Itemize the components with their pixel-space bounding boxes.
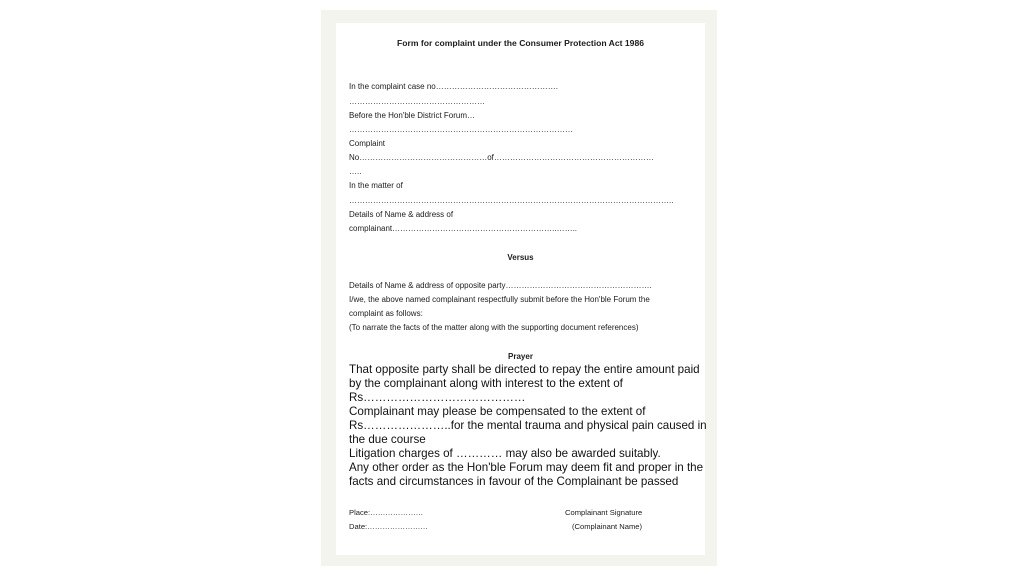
- complaint-no-continuation: …..: [349, 167, 362, 176]
- signature-name: (Complainant Name): [572, 522, 643, 531]
- case-no-continuation: ……………………………………………: [349, 97, 485, 106]
- prayer-line: Rs……………………………………: [349, 391, 526, 404]
- complainant-details-label: Details of Name & address of: [349, 210, 454, 219]
- district-forum-continuation: …………………………………………………………………………: [349, 125, 573, 134]
- submission-continuation: complaint as follows:: [349, 309, 423, 318]
- prayer-line: Complainant may please be compensated to the extent of: [349, 405, 646, 418]
- form-sheet: [336, 23, 705, 555]
- case-no-line: In the complaint case no……………………………………….: [349, 82, 558, 91]
- signature-label: Complainant Signature: [565, 508, 643, 517]
- prayer-line: Litigation charges of ………… may also be awarded suitably.: [349, 447, 661, 460]
- complaint-label: Complaint: [349, 139, 386, 148]
- prayer-line: by the complainant along with interest to the extent of: [349, 377, 623, 390]
- narration-note: (To narrate the facts of the matter along with the supporting document references): [349, 323, 639, 332]
- matter-label: In the matter of: [349, 181, 403, 190]
- prayer-line: Rs…………………..for the mental trauma and physical pain caused in: [349, 419, 707, 432]
- submission-line: I/we, the above named complainant respectfully submit before the Hon'ble Forum the: [349, 295, 650, 304]
- matter-line: …………………………………………………………………………………………………………..: [349, 196, 674, 205]
- prayer-line: That opposite party shall be directed to repay the entire amount paid: [349, 363, 700, 376]
- versus-heading: Versus: [507, 253, 534, 262]
- prayer-heading: Prayer: [508, 352, 533, 361]
- complainant-details-line: complainant……………………………………………………..……..: [349, 224, 578, 233]
- form-title: Form for complaint under the Consumer Protection Act 1986: [396, 38, 645, 48]
- prayer-line: facts and circumstances in favour of the Complainant be passed: [349, 475, 679, 488]
- opposite-party-line: Details of Name & address of opposite party……………………………………………….: [349, 281, 652, 290]
- place-field: Place:…………………: [349, 508, 424, 517]
- district-forum-line: Before the Hon'ble District Forum…: [349, 111, 476, 120]
- complaint-no-line: No…………………………………………of……………………………………………………: [349, 153, 654, 162]
- date-field: Date:……………………: [349, 522, 428, 531]
- prayer-line: Any other order as the Hon'ble Forum may deem fit and proper in the: [349, 461, 704, 474]
- prayer-line: the due course: [349, 433, 426, 446]
